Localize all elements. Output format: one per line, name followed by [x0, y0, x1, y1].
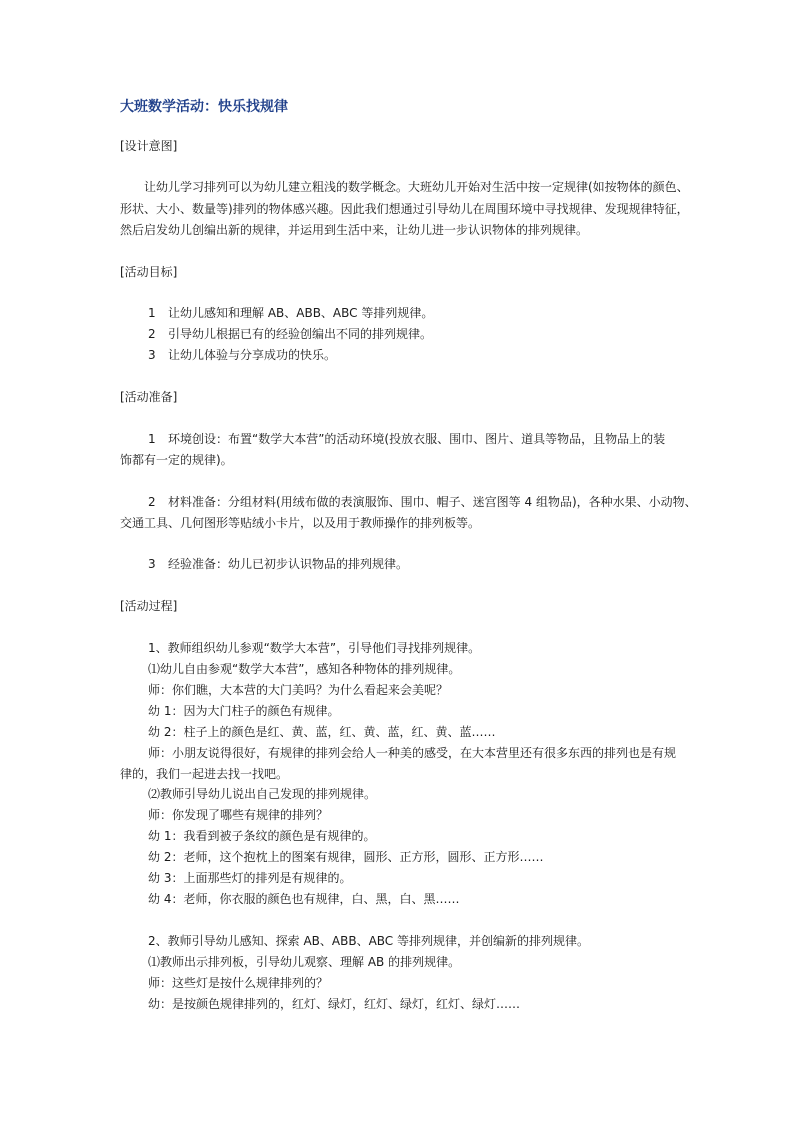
process-line: ⑴教师出示排列板，引导幼儿观察、理解 AB 的排列规律。: [148, 955, 461, 969]
process-line: 幼：是按颜色规律排列的，红灯、绿灯，红灯、绿灯，红灯、绿灯……: [148, 997, 521, 1011]
goal-text: 让幼儿感知和理解 AB、ABB、ABC 等排列规律。: [168, 306, 434, 320]
section-heading-goal: [活动目标]: [120, 265, 178, 279]
paragraph-line: 让幼儿学习排列可以为幼儿建立粗浅的数学概念。大班幼儿开始对生活中按一定规律(如按物体的颜色、: [144, 180, 689, 194]
section-heading-design: [设计意图]: [120, 139, 178, 153]
prep-text: 经验准备：幼儿已初步认识物品的排列规律。: [168, 557, 409, 571]
goal-number: 2: [148, 327, 156, 341]
process-line: 2、教师引导幼儿感知、探索 AB、ABB、ABC 等排列规律，并创编新的排列规律。: [148, 934, 589, 948]
goal-number: 1: [148, 306, 156, 320]
prep-item-line: [148, 494, 697, 510]
prep-number: 3: [148, 557, 156, 571]
section-heading-process: [活动过程]: [120, 599, 178, 613]
process-line: ⑴幼儿自由参观“数学大本营”，感知各种物体的排列规律。: [148, 662, 461, 676]
prep-text: 环境创设：布置“数学大本营”的活动环境(投放衣服、围巾、图片、道具等物品，且物品上的装: [168, 432, 666, 446]
goal-item: [148, 326, 432, 342]
prep-number: 2: [148, 495, 156, 509]
process-line: 师：小朋友说得很好，有规律的排列会给人一种美的感受，在大本营里还有很多东西的排列也是有规: [148, 746, 677, 760]
paragraph-line: 形状、大小、数量等)排列的物体感兴趣。因此我们想通过引导幼儿在周围环境中寻找规律、发现规律特征，: [120, 202, 689, 216]
goal-text: 让幼儿体验与分享成功的快乐。: [168, 348, 337, 362]
paragraph-line: 然后启发幼儿创编出新的规律，并运用到生活中来，让幼儿进一步认识物体的排列规律。: [120, 223, 589, 237]
process-line: ⑵教师引导幼儿说出自己发现的排列规律。: [148, 787, 377, 801]
paragraph-line: 交通工具、几何图形等贴绒小卡片，以及用于教师操作的排列板等。: [120, 516, 481, 530]
document-title: 大班数学活动：快乐找规律: [120, 99, 288, 115]
process-line: 幼 1：我看到被子条纹的颜色是有规律的。: [148, 829, 376, 843]
goal-item: [148, 347, 336, 363]
process-line: 律的，我们一起进去找一找吧。: [120, 767, 289, 781]
goal-number: 3: [148, 348, 156, 362]
goal-text: 引导幼儿根据已有的经验创编出不同的排列规律。: [168, 327, 433, 341]
process-line: 幼 1：因为大门柱子的颜色有规律。: [148, 704, 340, 718]
process-line: 幼 2：柱子上的颜色是红、黄、蓝，红、黄、蓝，红、黄、蓝……: [148, 725, 496, 739]
prep-item-line: [148, 431, 665, 447]
prep-text: 材料准备：分组材料(用绒布做的表演服饰、围巾、帽子、迷宫图等 4 组物品)，各种水果、小动物、: [168, 495, 697, 509]
prep-item-line: [148, 556, 408, 572]
process-line: 幼 2：老师，这个抱枕上的图案有规律，圆形、正方形，圆形、正方形……: [148, 850, 544, 864]
process-line: 1、教师组织幼儿参观“数学大本营”，引导他们寻找排列规律。: [148, 641, 481, 655]
process-line: 幼 3：上面那些灯的排列是有规律的。: [148, 871, 352, 885]
process-line: 幼 4：老师，你衣服的颜色也有规律，白、黑，白、黑……: [148, 892, 460, 906]
process-line: 师：你发现了哪些有规律的排列？: [148, 808, 329, 822]
section-heading-prep: [活动准备]: [120, 390, 178, 404]
paragraph-line: 饰都有一定的规律)。: [120, 453, 233, 467]
process-line: 师：你们瞧，大本营的大门美吗？为什么看起来会美呢？: [148, 683, 449, 697]
goal-item: [148, 305, 433, 321]
prep-number: 1: [148, 432, 156, 446]
process-line: 师：这些灯是按什么规律排列的？: [148, 976, 329, 990]
